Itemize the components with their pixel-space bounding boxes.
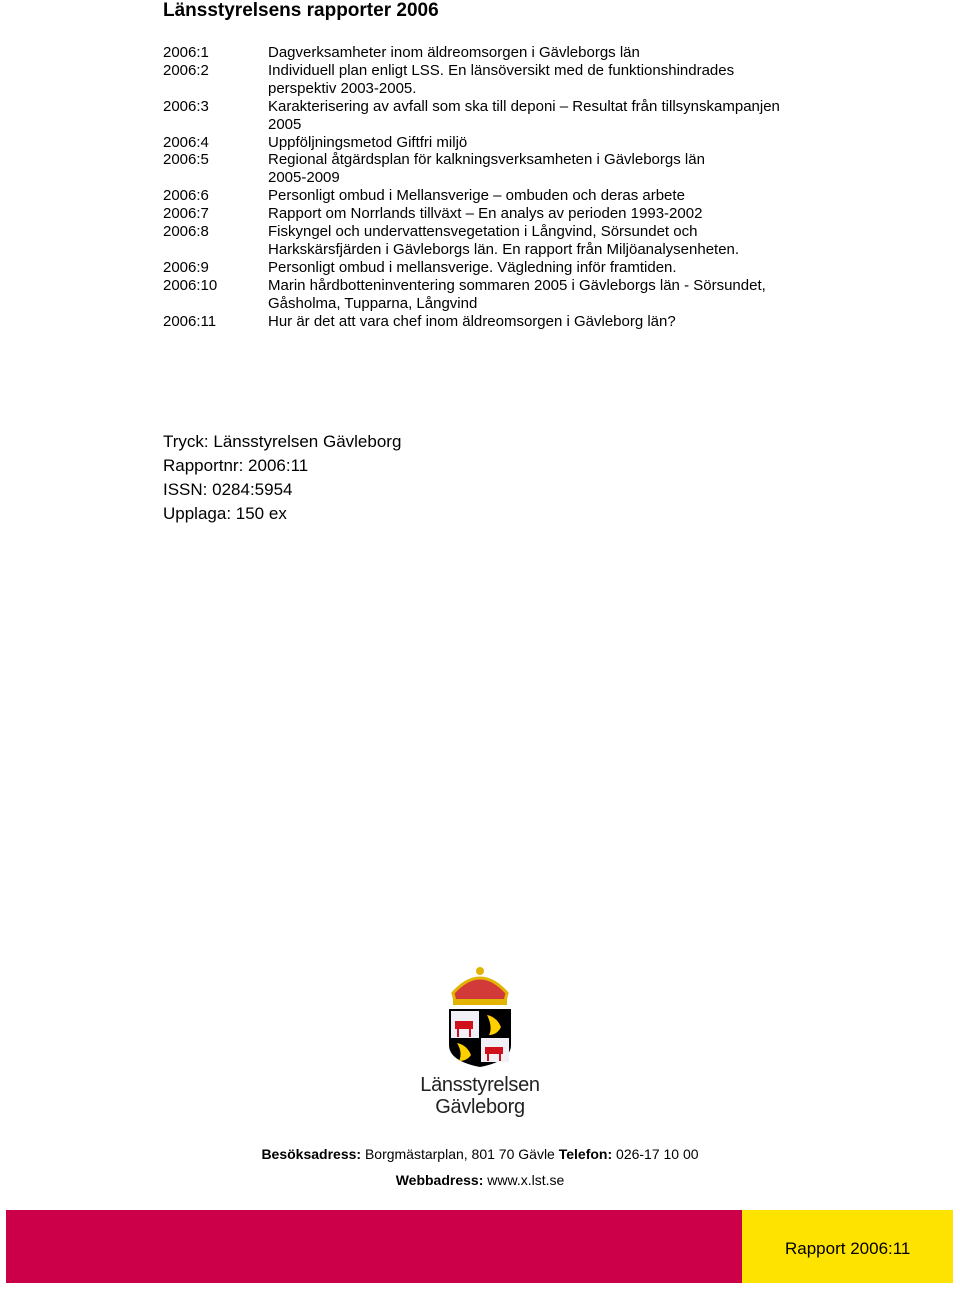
report-title-line: Uppföljningsmetod Giftfri miljö — [268, 133, 468, 151]
report-title-line: Gåsholma, Tupparna, Långvind — [268, 294, 478, 312]
report-number: 2006:6 — [163, 187, 209, 205]
report-number: 2006:1 — [163, 44, 209, 61]
report-number: 2006:4 — [163, 133, 209, 151]
report-item — [163, 62, 780, 98]
report-item — [163, 151, 780, 187]
page-title: Länsstyrelsens rapporter 2006 — [163, 0, 439, 21]
print-info — [163, 430, 401, 526]
report-title — [268, 259, 677, 277]
phone-value: 026-17 10 00 — [612, 1146, 699, 1162]
report-title — [268, 313, 676, 331]
report-item — [163, 313, 780, 331]
logo-line-1: Länsstyrelsen — [420, 1074, 540, 1096]
report-title — [268, 44, 640, 62]
report-item — [163, 187, 780, 205]
visit-label: Besöksadress: — [261, 1146, 362, 1162]
print-info-line: ISSN: 0284:5954 — [163, 480, 293, 499]
web-address — [0, 1172, 960, 1188]
footer-red-bar — [6, 1210, 742, 1283]
report-title-line: Dagverksamheter inom äldreomsorgen i Gävleborgs län — [268, 44, 640, 61]
report-title-line: 2005-2009 — [268, 169, 340, 187]
report-list — [163, 44, 780, 331]
report-title-line: perspektiv 2003-2005. — [268, 79, 417, 97]
report-title-line: Personligt ombud i mellansverige. Vägledning inför framtiden. — [268, 258, 677, 276]
report-number: 2006:7 — [163, 205, 209, 223]
footer-report-number: Rapport 2006:11 — [785, 1239, 911, 1258]
logo-line-2: Gävleborg — [435, 1096, 525, 1118]
report-item — [163, 134, 780, 152]
web-label: Webbadress: — [395, 1172, 484, 1188]
visit-value: Borgmästarplan, 801 70 Gävle — [361, 1146, 559, 1162]
print-info-line: Rapportnr: 2006:11 — [163, 456, 309, 475]
report-item — [163, 98, 780, 134]
phone-label: Telefon: — [558, 1146, 613, 1162]
report-item — [163, 205, 780, 223]
report-title — [268, 205, 702, 223]
lansstyrelsen-logo — [420, 965, 540, 1118]
print-info-line: Upplaga: 150 ex — [163, 504, 287, 523]
report-title-line: Harkskärsfjärden i Gävleborgs län. En rapport från Miljöanalysenheten. — [268, 240, 740, 258]
report-title — [268, 223, 739, 259]
web-value[interactable]: www.x.lst.se — [483, 1172, 565, 1188]
report-title-line: Fiskyngel och undervattensvegetation i Långvind, Sörsundet och — [268, 223, 698, 241]
report-number: 2006:5 — [163, 151, 209, 169]
report-number: 2006:2 — [163, 61, 209, 79]
report-item — [163, 259, 780, 277]
report-title — [268, 187, 685, 205]
report-title-line: Marin hårdbotteninventering sommaren 2005 i Gävleborgs län - Sörsundet, — [268, 276, 766, 294]
coat-of-arms-icon — [435, 965, 525, 1069]
report-title-line: 2005 — [268, 115, 302, 133]
report-title — [268, 62, 734, 98]
report-title — [268, 277, 766, 313]
report-title-line: Rapport om Norrlands tillväxt – En analys av perioden 1993-2002 — [268, 205, 703, 223]
report-item — [163, 223, 780, 259]
report-title-line: Hur är det att vara chef inom äldreomsorgen i Gävleborg län? — [268, 312, 676, 330]
report-number: 2006:3 — [163, 97, 209, 115]
report-number: 2006:8 — [163, 223, 209, 241]
report-title-line: Regional åtgärdsplan för kalkningsverksamheten i Gävleborgs län — [268, 151, 705, 169]
report-item — [163, 44, 780, 62]
report-title-line: Karakterisering av avfall som ska till deponi – Resultat från tillsynskampanjen — [268, 97, 780, 115]
report-title-line: Personligt ombud i Mellansverige – ombuden och deras arbete — [268, 187, 685, 205]
print-info-line: Tryck: Länsstyrelsen Gävleborg — [163, 432, 402, 451]
report-title — [268, 151, 705, 187]
visit-address — [0, 1146, 960, 1162]
report-item — [163, 277, 780, 313]
report-title — [268, 98, 780, 134]
report-title — [268, 134, 467, 152]
report-number: 2006:9 — [163, 258, 209, 276]
report-number: 2006:11 — [163, 312, 217, 330]
report-number: 2006:10 — [163, 276, 218, 294]
report-title-line: Individuell plan enligt LSS. En länsöversikt med de funktionshindrades — [268, 61, 735, 79]
